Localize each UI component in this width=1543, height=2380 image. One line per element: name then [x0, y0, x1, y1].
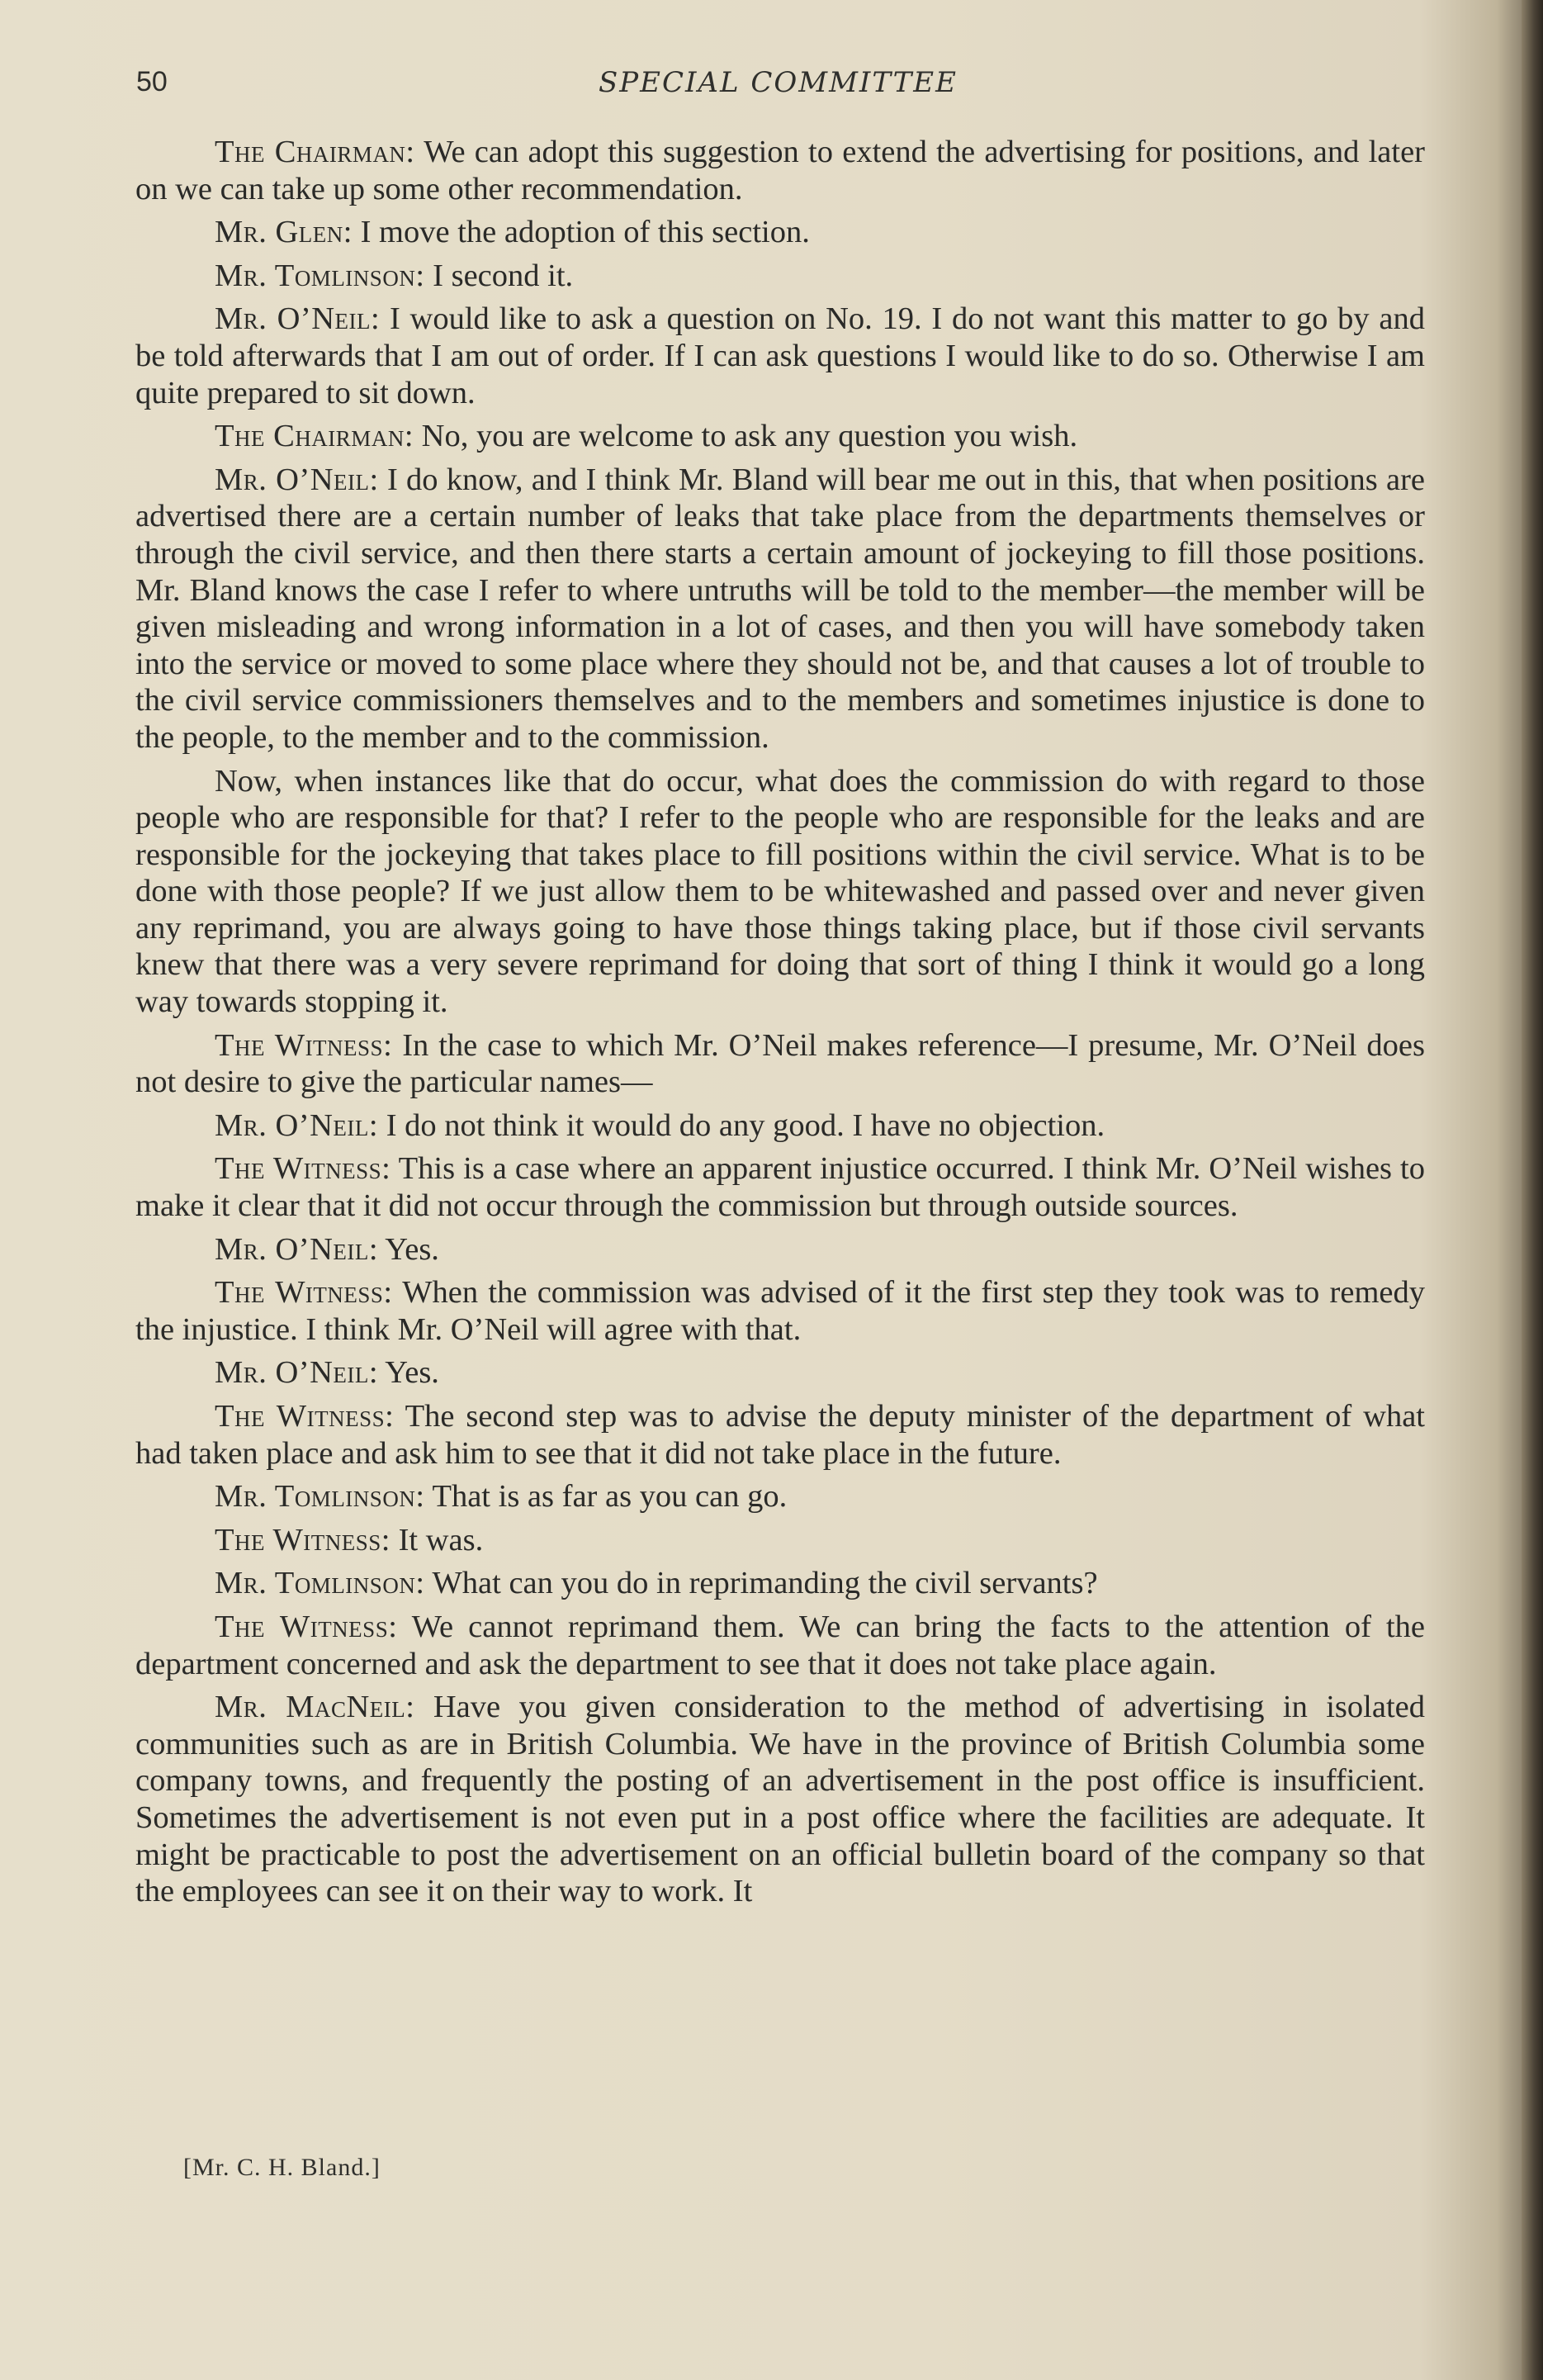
paragraph-text: We can adopt this suggestion to extend the advertising for positions, and later on we can take up some other recommendation.	[135, 135, 1426, 206]
speaker-name: Mr. O’Neil:	[215, 1231, 379, 1267]
paragraph	[135, 134, 1425, 207]
page-header	[136, 61, 1424, 107]
paragraph	[135, 1398, 1425, 1472]
speaker-name: Mr. Tomlinson:	[215, 1566, 425, 1601]
paragraph-text: The second step was to advise the deputy minister of the department of what had taken place and ask him to see that it did not take place in the future.	[135, 1399, 1426, 1471]
paragraph	[135, 1689, 1425, 1910]
speaker-name: The Witness:	[215, 1151, 391, 1187]
paragraph	[135, 301, 1425, 411]
page-edge-shadow	[1522, 0, 1543, 2380]
paragraph	[135, 763, 1425, 1021]
paragraph	[135, 258, 1425, 295]
speaker-name: The Chairman:	[215, 419, 414, 454]
paragraph	[135, 214, 1425, 251]
paragraph-text: What can you do in reprimanding the civil servants?	[424, 1566, 1098, 1601]
paragraph-text: No, you are welcome to ask any question you wish.	[414, 419, 1078, 454]
paragraph-text: That is as far as you can go.	[424, 1479, 788, 1515]
paragraph	[135, 1522, 1425, 1559]
footer-note: [Mr. C. H. Bland.]	[183, 2154, 381, 2181]
paragraph-text: I would like to ask a question on No. 19. I do not want this matter to go by and be told afterwards that I am out of order. If I can ask questions I would like to do so. Otherwise I am quite prepared to sit down.	[135, 301, 1425, 410]
paragraph-text: Yes.	[378, 1355, 439, 1391]
speaker-name: Mr. O’Neil:	[215, 301, 381, 337]
paragraph	[135, 1274, 1425, 1348]
running-head: SPECIAL COMMITTEE	[599, 66, 958, 99]
speaker-name: Mr. O’Neil:	[215, 462, 379, 497]
paragraph-text: When the commission was advised of it the first step they took was to remedy the injustice. I think Mr. O’Neil will agree with that.	[135, 1275, 1425, 1347]
speaker-name: Mr. MacNeil:	[215, 1690, 415, 1725]
speaker-name: The Witness:	[215, 1609, 398, 1644]
speaker-name: The Chairman:	[215, 135, 415, 169]
speaker-name: Mr. Tomlinson:	[215, 258, 425, 293]
speaker-name: The Witness:	[215, 1522, 390, 1557]
paragraph	[135, 1027, 1425, 1101]
paragraph-text: This is a case where an apparent injustice occurred. I think Mr. O’Neil wishes to make it clear that it did not occur through the commission but through outside sources.	[135, 1151, 1425, 1224]
paragraph-text: In the case to which Mr. O’Neil makes reference—I presume, Mr. O’Neil does not desire to give the particular names—	[135, 1027, 1426, 1100]
paragraph	[135, 462, 1425, 756]
paragraph	[135, 1107, 1425, 1145]
speaker-name: Mr. Tomlinson:	[215, 1479, 425, 1515]
paragraph-text: Yes.	[378, 1231, 439, 1267]
speaker-name: The Witness:	[215, 1399, 395, 1434]
speaker-name: Mr. O’Neil:	[215, 1355, 379, 1391]
paragraph	[135, 1609, 1425, 1682]
paragraph	[135, 418, 1425, 455]
paragraph-text: I do know, and I think Mr. Bland will bear me out in this, that when positions are advertised there are a certain number of leaks that take place from the departments themselves or through the civil service, and then there starts a certain amount of jockeying to fill those positions. Mr. Bland knows the case I refer to where untruths will be told to the member—the member will be given misleading and wrong information in a lot of cases, and then you will have somebody taken into the service or moved to some place where they should not be, and that causes a lot of trouble to the civil service commissioners themselves and to the members and sometimes injustice is done to the people, to the member and to the commission.	[135, 462, 1426, 755]
paragraph	[135, 1565, 1425, 1602]
paragraph	[135, 1231, 1425, 1268]
speaker-name: The Witness:	[215, 1027, 393, 1063]
paragraph-text: Have you given consideration to the method of advertising in isolated communities such as are in British Columbia. We have in the province of British Columbia some company towns, and frequently the posting of an advertisement in the post office is insufficient. Sometimes the advertisement is not even put in a post office where the facilities are adequate. It might be practicable to post the advertisement on an official bulletin board of the company so that the employees can see it on their way to work. It	[135, 1690, 1425, 1909]
transcript-body	[135, 134, 1425, 1917]
paragraph	[135, 1354, 1425, 1391]
speaker-name: Mr. O’Neil:	[215, 1107, 379, 1143]
speaker-name: The Witness:	[215, 1275, 393, 1311]
page-number: 50	[136, 66, 168, 97]
paragraph-text: It was.	[390, 1522, 484, 1557]
paragraph-text: I do not think it would do any good. I have no objection.	[378, 1107, 1105, 1143]
paragraph	[135, 1150, 1425, 1224]
speaker-name: Mr. Glen:	[215, 215, 353, 250]
paragraph-text: We cannot reprimand them. We can bring the facts to the attention of the department concerned and ask the department to see that it does not take place again.	[135, 1609, 1425, 1681]
paragraph	[135, 1478, 1425, 1515]
paragraph-text: I move the adoption of this section.	[352, 215, 810, 250]
paragraph-text: I second it.	[424, 258, 574, 293]
paragraph-text: Now, when instances like that do occur, what does the commission do with regard to those people who are responsible for that? I refer to the people who are responsible for the leaks and are responsible for the jockeying that takes place to fill positions within the civil service. What is to be done with those people? If we just allow them to be whitewashed and passed over and never given any reprimand, you are always going to have those things taking place, but if those civil servants knew that there was a very severe reprimand for doing that sort of thing I think it would go a long way towards stopping it.	[135, 763, 1425, 1020]
